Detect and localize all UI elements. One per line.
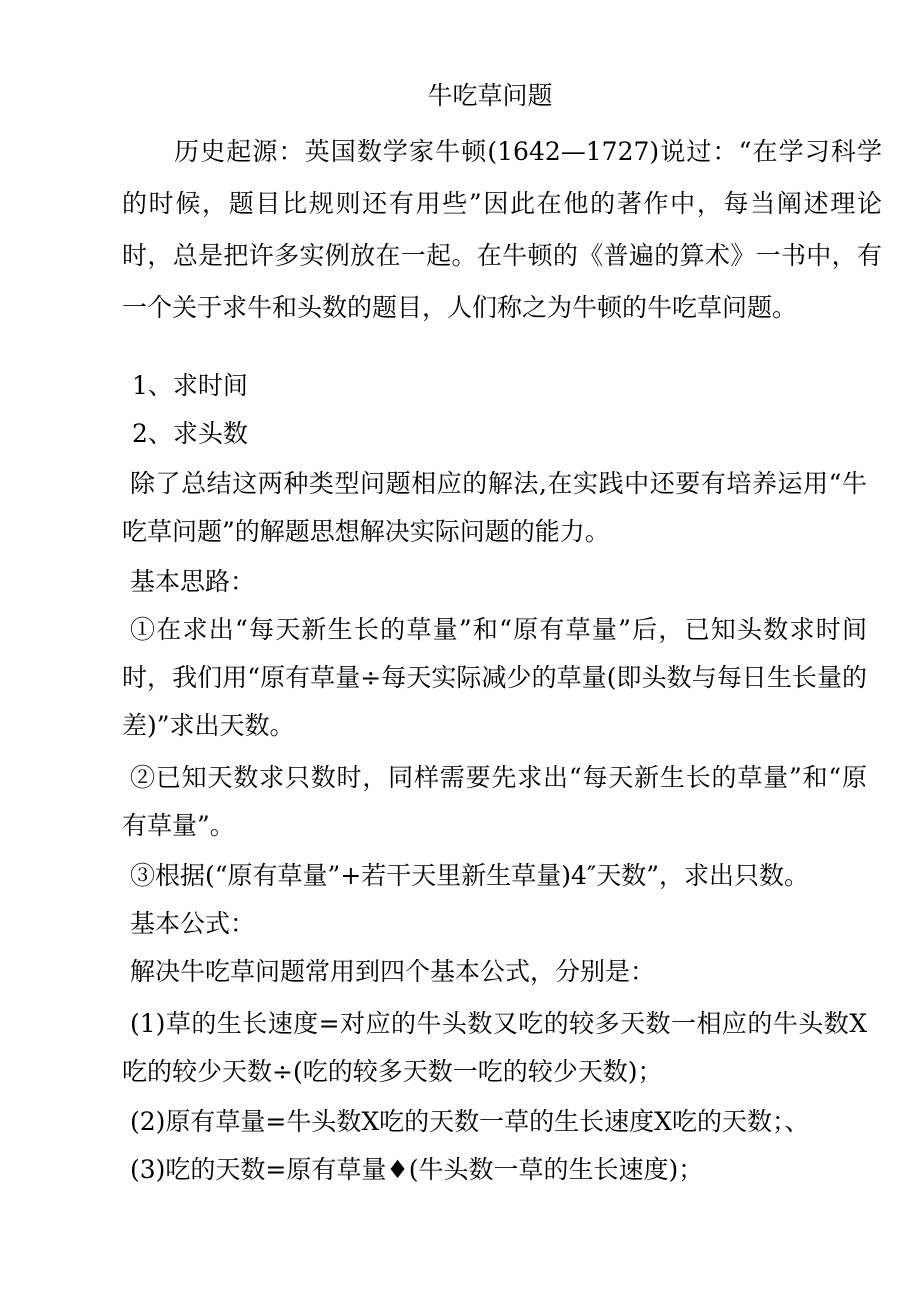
type-item-count: 2、求头数 xyxy=(132,419,248,448)
basic-idea-heading: 基本思路： xyxy=(130,567,256,596)
basic-idea-item: ①在求出“每天新生长的草量”和“原有草量”后，已知头数求时间时，我们用“原有草量÷每天实际减少的草量(即头数与每日生长量的差)”求出天数。 xyxy=(122,615,867,740)
type-item-time: 1、求时间 xyxy=(132,371,248,400)
intro-paragraph: 历史起源：英国数学家牛顿(1642—1727)说过：“在学习科学的时候，题目比规则还有用些”因此在他的著作中，每当阐述理论时，总是把许多实例放在一起。在牛顿的《普遍的算术》一书中，有一个关于求牛和头数的题目，人们称之为牛顿的牛吃草问题。 xyxy=(122,137,882,322)
document-title: 牛吃草问题 xyxy=(427,81,553,110)
formula-item: (3)吃的天数=原有草量♦(牛头数一草的生长速度)； xyxy=(130,1155,704,1184)
formula-item: (1)草的生长速度=对应的牛头数又吃的较多天数一相应的牛头数X吃的较少天数÷(吃的较多天数一吃的较少天数)； xyxy=(122,1009,867,1086)
basic-idea-item: ②已知天数求只数时，同样需要先求出“每天新生长的草量”和“原有草量”。 xyxy=(122,763,867,840)
formula-intro: 解决牛吃草问题常用到四个基本公式，分别是： xyxy=(130,957,656,986)
basic-idea-item: ③根据(“原有草量”+若干天里新生草量)4″天数”，求出只数。 xyxy=(130,861,810,890)
summary-paragraph: 除了总结这两种类型问题相应的解法,在实践中还要有培养运用“牛吃草问题”的解题思想解决实际问题的能力。 xyxy=(122,469,867,546)
formula-item: (2)原有草量=牛头数X吃的天数一草的生长速度X吃的天数；、 xyxy=(130,1107,810,1136)
formula-heading: 基本公式： xyxy=(130,909,256,938)
